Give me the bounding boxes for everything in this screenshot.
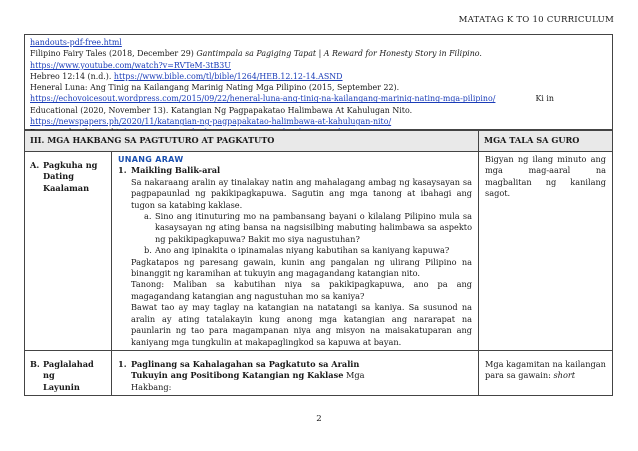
- row-b-letter: B.: [30, 358, 40, 369]
- row-a-content: [112, 152, 479, 351]
- table-header-row: [25, 131, 613, 152]
- row-b-label: [25, 350, 112, 395]
- row-a-label: [25, 152, 112, 351]
- row-b-teacher-note: Mga kagamitan na kailangan para sa gawain: short: [479, 350, 613, 395]
- item-b1-title: 1. Paglinang sa Kahalagahan sa Pagkatuto sa Aralin: [118, 358, 360, 369]
- item-1-title: 1. Maikling Balik-aral: [118, 165, 221, 176]
- row-b-content: [112, 350, 479, 395]
- reference-line: [30, 105, 607, 116]
- question-b: b. Ano ang ipinakita o ipinamalas niyang kabutihan sa kaniyang kapuwa?: [144, 245, 450, 256]
- row-b-label-line1: Paglalahad ng: [43, 358, 94, 381]
- reference-line: [30, 93, 607, 104]
- reference-line: [30, 37, 607, 48]
- reference-text: Educational (2020, November 13). Katangian Ng Pagpapakatao Halimbawa At Kahulugan Nito.: [30, 105, 413, 115]
- reference-line: [30, 71, 607, 82]
- column-header-steps: III. MGA HAKBANG SA PAGTUTURO AT PAGKATUTO: [25, 131, 479, 152]
- row-a-label-line1: Pagkuha ng: [43, 160, 98, 170]
- lesson-table: [24, 130, 613, 396]
- page-number: 2: [316, 414, 322, 424]
- row-a-teacher-note: Bigyan ng ilang minuto ang mga mag-aaral na magbalitan ng kanilang sagot.: [479, 152, 613, 351]
- curriculum-header: MATATAG K TO 10 CURRICULUM: [458, 15, 614, 25]
- row-b-label-line2: Layunin: [43, 381, 80, 392]
- reference-link[interactable]: handouts-pdf-free.html: [30, 38, 122, 47]
- review-paragraph: Sa nakaraang aralin ay tinalakay natin ang mahalagang ambag ng kasaysayan sa pagpapaunlad ng pakikipagkapuwa. Sagutin ang mga tanong at ibahagi ang tugon sa katabing kaklase.: [131, 176, 472, 210]
- day-heading: UNANG ARAW: [118, 155, 184, 164]
- reference-text: Gantimpala sa Pagiging Tapat | A Reward for Honesty Story in Filipino.: [196, 49, 482, 59]
- reference-line: [30, 116, 607, 127]
- reference-line: [30, 48, 607, 59]
- question-paragraph: Tanong: Maliban sa kabutihan niya sa pakikipagkapuwa, ano pa ang magagandang katangian ang nagustuhan mo sa kaniya?: [131, 279, 472, 301]
- item-b1-subtitle: Tukuyin ang Positibong Katangian ng Kaklase Mga: [131, 370, 365, 381]
- reference-text: Hebreo 12:14 (n.d.).: [30, 71, 114, 81]
- closing-paragraph: Bawat tao ay may taglay na katangian na natatangi sa kaniya. Sa susunod na aralin ay ating tatalakayin kung anong mga katangian ang nararapat na paunlarin ng tao para magampanan niya ang misyon na maisakatuparan ang kaniyang mga tungkulin at makapaglingkod sa kapuwa at bayan.: [131, 302, 472, 347]
- question-a: a. Sino ang itinuturing mo na pambansang bayani o kilalang Pilipino mula sa kasaysayan ng ating bansa na nagsisilbing mabuting halimbawa sa aspekto ng pakikipagkapuwa? Bakit mo siya nagustuhan?: [144, 211, 472, 244]
- reference-text: Heneral Luna: Ang Tinig na Kailangang Marinig Nating Mga Pilipino (2015, September 22).: [30, 83, 400, 93]
- row-a-label-line2: Dating Kaalaman: [43, 171, 90, 193]
- reference-line: [30, 60, 607, 71]
- references-box: [24, 34, 613, 130]
- reference-text: Filipino Fairy Tales (2018, December 29): [30, 49, 197, 59]
- item-b1-steps: Hakbang:: [131, 381, 172, 392]
- reference-link[interactable]: https://www.youtube.com/watch?v=RVTeM-3tB3U: [30, 60, 231, 70]
- reference-link[interactable]: https://newspapers.ph/2020/11/katangian-ng-pagpapakatao-halimbawa-at-kahulugan-nito/: [30, 117, 392, 127]
- reference-link[interactable]: https://www.bible.com/tl/bible/1264/HEB.12.12-14.ASND: [113, 71, 343, 81]
- table-row-a: [25, 152, 613, 351]
- reference-line: [30, 82, 607, 93]
- column-header-teacher-notes: MGA TALA SA GURO: [479, 131, 613, 152]
- row-a-letter: A.: [30, 160, 40, 170]
- reference-link[interactable]: https://echovoicesout.wordpress.com/2015/09/22/heneral-luna-ang-tinig-na-kailangang-marinig-nating-mga-pilipino/: [30, 94, 496, 104]
- reference-text: Ki in: [535, 94, 554, 104]
- pair-activity-paragraph: Pagkatapos ng paresang gawain, kunin ang pangalan ng ulirang Pilipino na binanggit ng karamihan at tukuyin ang magagandang katangian nito.: [131, 256, 472, 279]
- table-row-b: [25, 350, 613, 395]
